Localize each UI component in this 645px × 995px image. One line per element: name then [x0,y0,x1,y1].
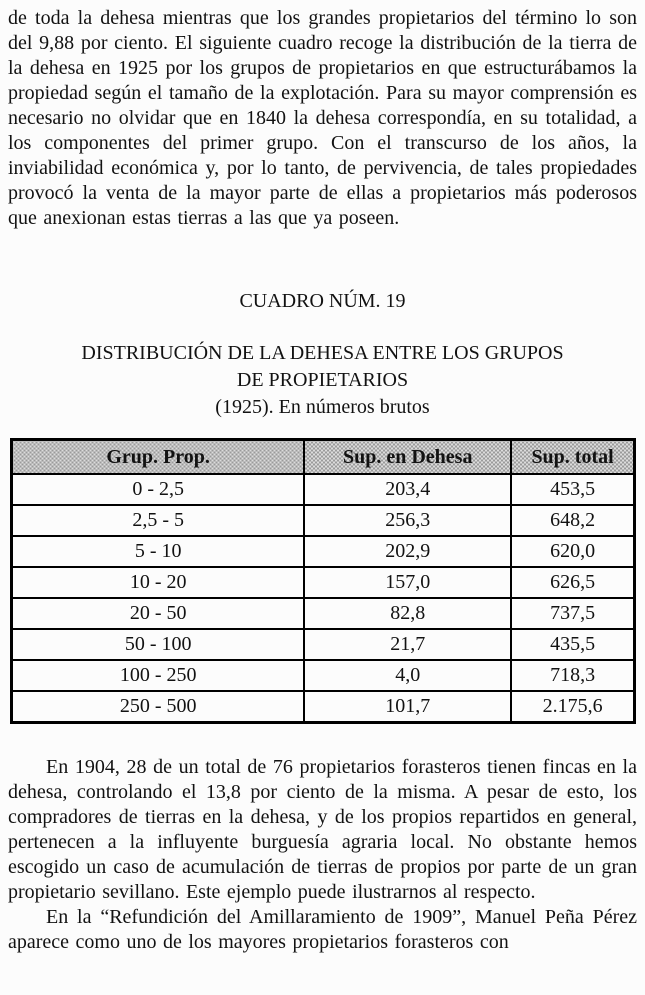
paragraph-bottom: En la “Refundición del Amillaramiento de 1909”, Manuel Peña Pérez aparece como uno de los mayores propietarios forasteros con [8,906,637,953]
table-cell: 718,3 [511,660,634,691]
table-row [12,505,635,536]
table-title-line-2: DE PROPIETARIOS [236,369,409,391]
table-cell: 20 - 50 [12,598,305,629]
paragraph-top: de toda la dehesa mientras que los grandes propietarios del término lo son del 9,88 por ciento. El siguiente cuadro recoge la distribución de la tierra de la dehesa en 1925 por los grupos de propietarios en que estructurábamos la propiedad según el tamaño de la explotación. Para su mayor comprensión es necesario no olvidar que en 1840 la dehesa correspondía, en su totalidad, a los componentes del primer grupo. Con el transcurso de los años, la inviabilidad económica y, por lo tanto, de pervivencia, de tales propiedades provocó la venta de la mayor parte de ellas a propietarios más poderosos que anexionan estas tierras a las que ya poseen. [8,7,637,229]
table-cell: 256,3 [304,505,511,536]
table-row [12,536,635,567]
table-header-sup-en-dehesa: Sup. en Dehesa [304,440,511,475]
table-cell: 50 - 100 [12,629,305,660]
table-cell: 203,4 [304,474,511,505]
table-title-line-1: DISTRIBUCIÓN DE LA DEHESA ENTRE LOS GRUPOS [81,342,564,364]
table-cell: 0 - 2,5 [12,474,305,505]
table-title-line-3: (1925). En números brutos [215,396,430,418]
table-cell: 620,0 [511,536,634,567]
table-header-grup-prop: Grup. Prop. [12,440,305,475]
table-cell: 100 - 250 [12,660,305,691]
table-cell: 2.175,6 [511,691,634,723]
paragraph-mid: En 1904, 28 de un total de 76 propietarios forasteros tienen fincas en la dehesa, controlando el 13,8 por ciento de la misma. A pesar de esto, los compradores de tierras en la dehesa, y de los propios repartidos en general, pertenecen a la influyente burguesía agraria local. No obstante hemos escogido un caso de acumulación de tierras de propios por parte de un gran propietario sevillano. Este ejemplo puede ilustrarnos al respecto. [8,756,637,903]
table-cell: 648,2 [511,505,634,536]
table-cell: 626,5 [511,567,634,598]
table-header-row [12,440,635,475]
distribution-table [10,438,636,724]
table-row [12,660,635,691]
table-cell: 21,7 [304,629,511,660]
table-cell: 101,7 [304,691,511,723]
table-cell: 737,5 [511,598,634,629]
table-title [8,340,637,421]
table-cell: 157,0 [304,567,511,598]
table-cell: 82,8 [304,598,511,629]
table-number-label: CUADRO NÚM. 19 [239,290,406,312]
table-cell: 435,5 [511,629,634,660]
table-row [12,598,635,629]
table-cell: 4,0 [304,660,511,691]
table-header-sup-total: Sup. total [511,440,634,475]
table-cell: 5 - 10 [12,536,305,567]
table-cell: 202,9 [304,536,511,567]
table-body [12,474,635,723]
table-cell: 250 - 500 [12,691,305,723]
table-cell: 453,5 [511,474,634,505]
table-cell: 2,5 - 5 [12,505,305,536]
table-row [12,629,635,660]
table-cell: 10 - 20 [12,567,305,598]
table-row [12,474,635,505]
table-row [12,567,635,598]
table-row [12,691,635,723]
table-head [12,440,635,475]
